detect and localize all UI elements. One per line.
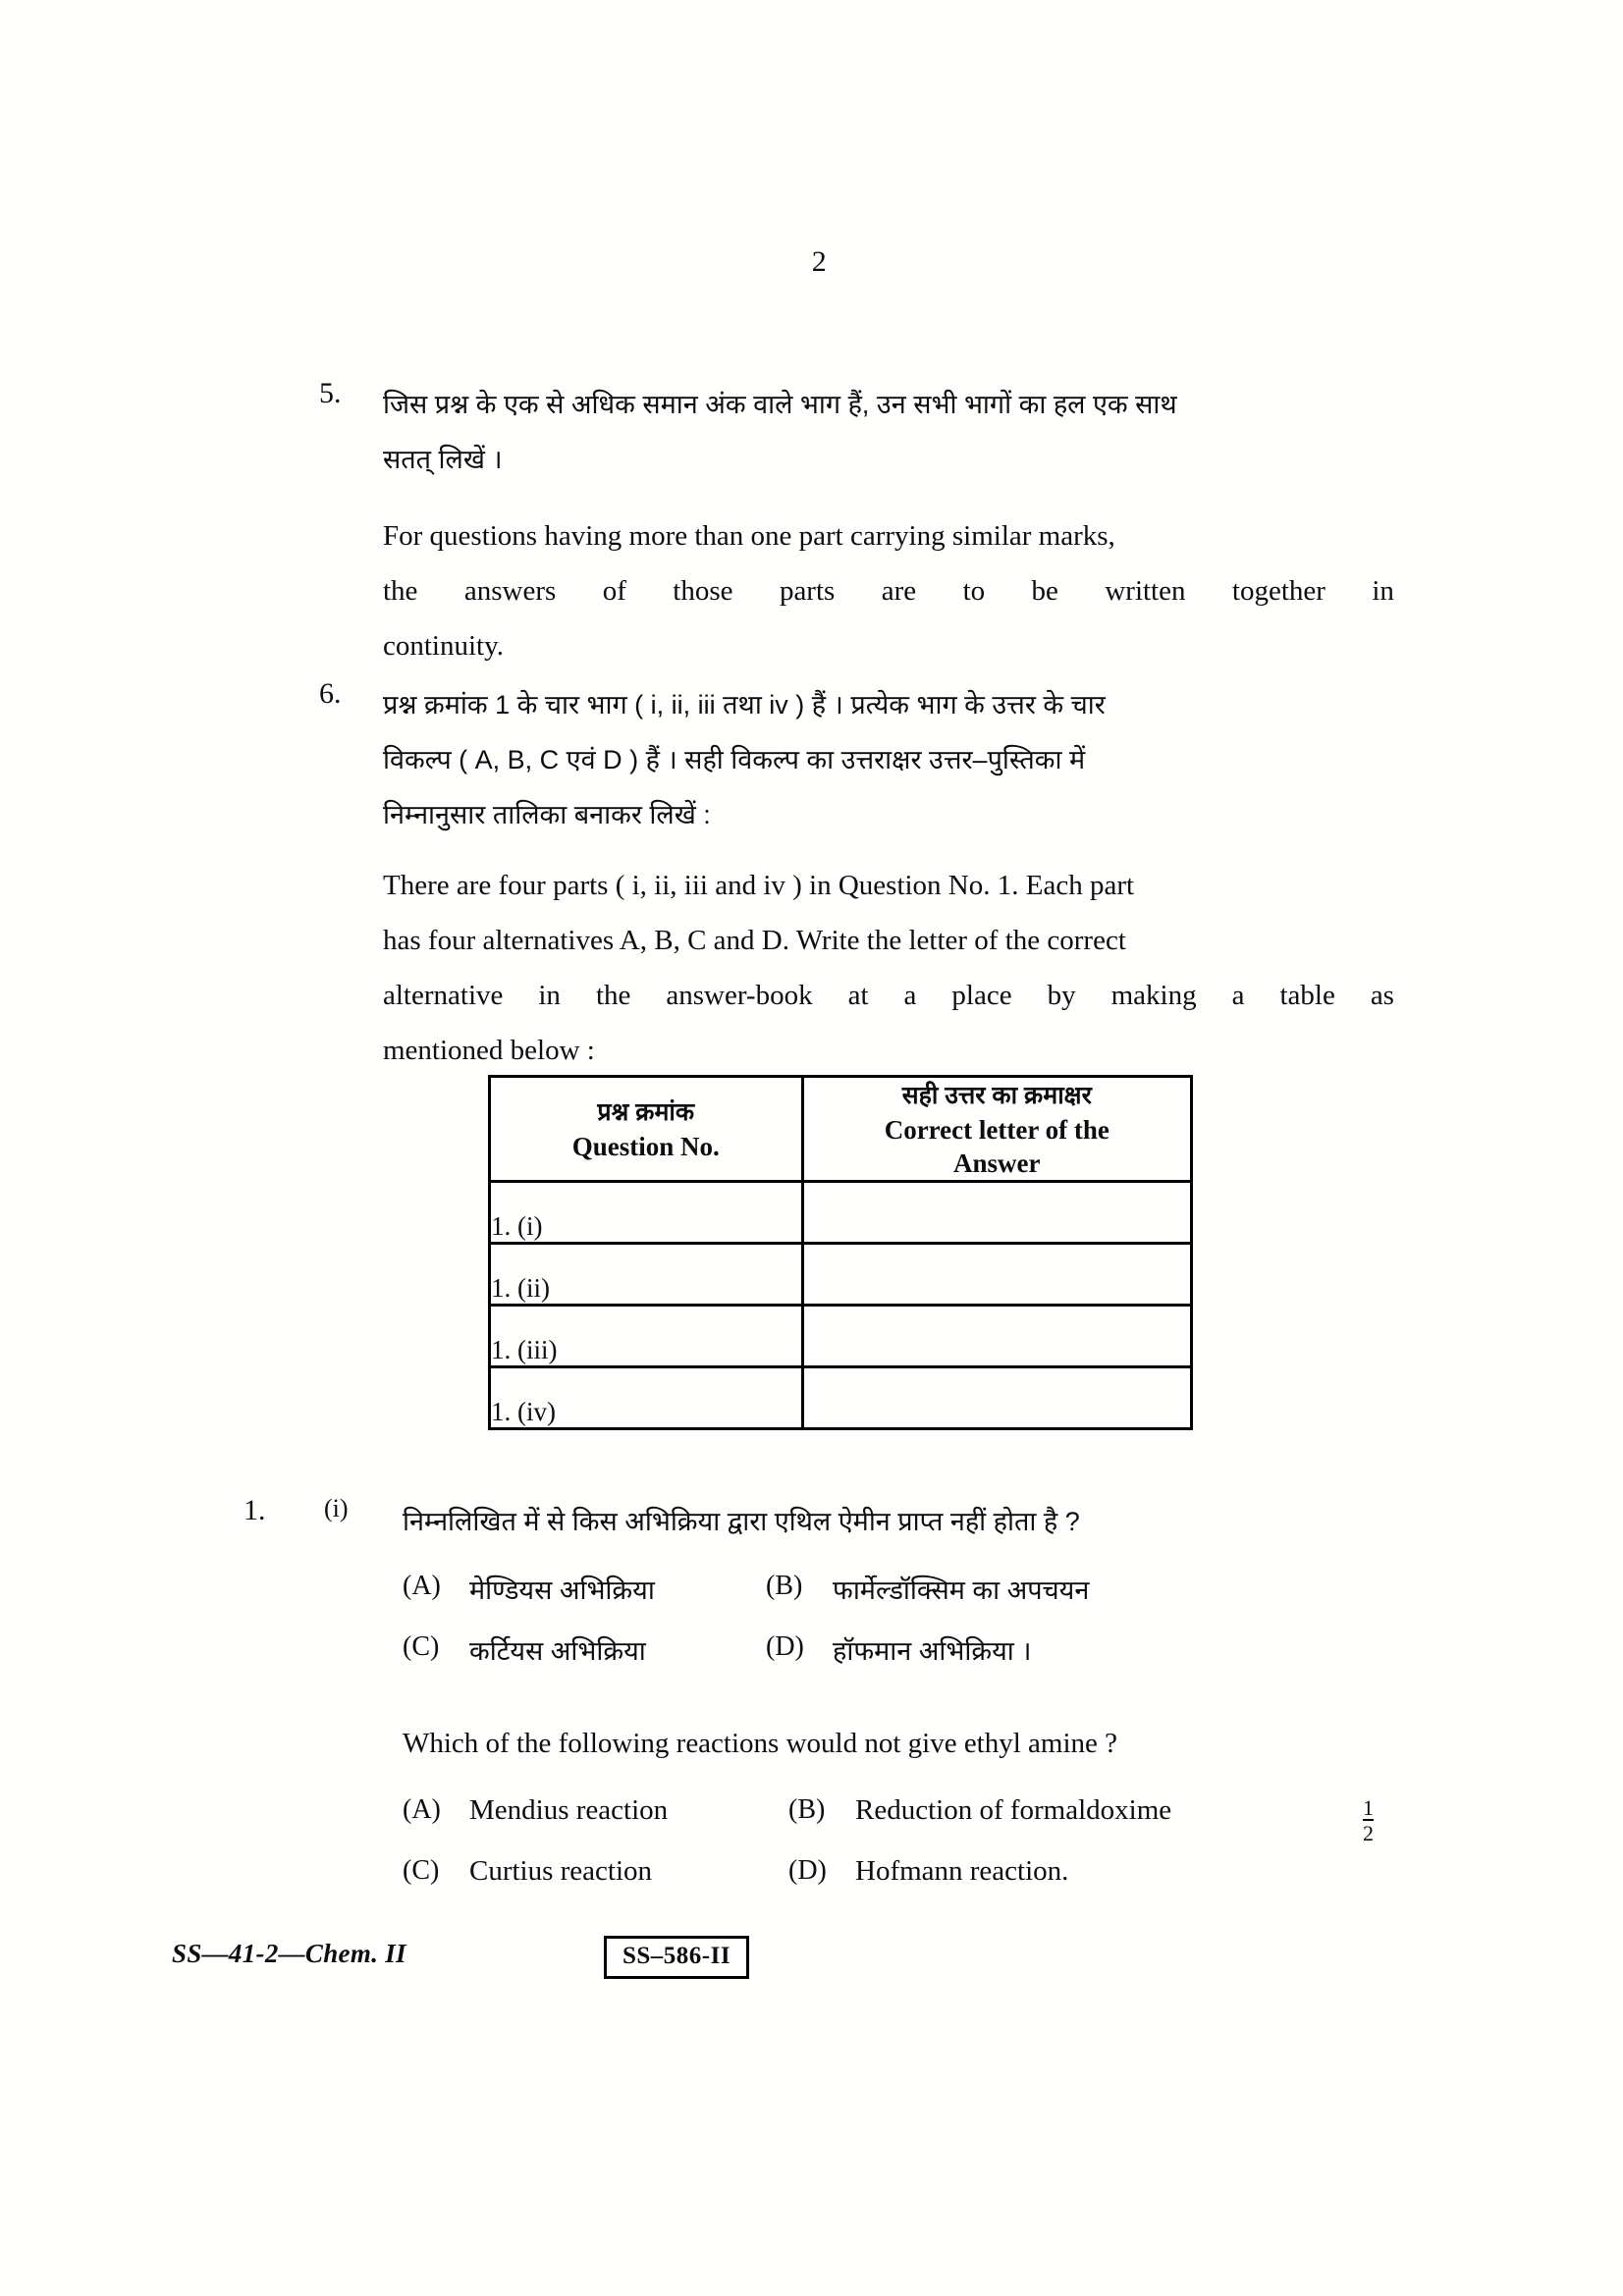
- english-option-c-text: Curtius reaction: [469, 1855, 653, 1887]
- question-content: [403, 1494, 1394, 1916]
- header-cell-question-no: [490, 1077, 803, 1182]
- hindi-option-a-text: मेण्डियस अभिक्रिया: [469, 1575, 655, 1605]
- answer-format-table: [488, 1075, 1193, 1430]
- hindi-option-a[interactable]: [403, 1571, 655, 1607]
- english-option-b-text: Reduction of formaldoxime: [855, 1794, 1172, 1826]
- header-correct-letter-hindi: सही उत्तर का क्रमाक्षर: [901, 1082, 1092, 1109]
- instruction-6-hindi-line-2: विकल्प ( A, B, C एवं D ) हैं । सही विकल्प का उत्तराक्षर उत्तर–पुस्तिका में: [383, 745, 1086, 774]
- page-number: 2: [811, 245, 828, 278]
- question-stem-english: Which of the following reactions would not give ethyl amine ?: [403, 1728, 1118, 1759]
- instruction-block-6: [245, 677, 1424, 1078]
- english-option-c[interactable]: [403, 1855, 652, 1888]
- table-row: [490, 1306, 1192, 1367]
- hindi-option-row-1: [403, 1571, 1394, 1631]
- hindi-option-b[interactable]: [766, 1571, 1089, 1607]
- hindi-option-b-label: (B): [766, 1571, 803, 1601]
- hindi-option-d-label: (D): [766, 1631, 804, 1662]
- hindi-option-row-2: [403, 1631, 1394, 1692]
- table-row: [490, 1367, 1192, 1429]
- instruction-6-hindi-line-3: निम्नानुसार तालिका बनाकर लिखें :: [383, 800, 711, 829]
- instruction-block-5: [245, 377, 1424, 673]
- instruction-number-6: 6.: [319, 677, 342, 710]
- instruction-5-english-line-1: For questions having more than one part carrying similar marks,: [383, 520, 1115, 552]
- english-option-b[interactable]: [788, 1794, 1171, 1827]
- cell-answer-blank[interactable]: [802, 1367, 1191, 1429]
- english-option-a-text: Mendius reaction: [469, 1794, 669, 1826]
- table-row: [490, 1244, 1192, 1306]
- cell-answer-blank[interactable]: [802, 1182, 1191, 1244]
- english-option-row-2: [403, 1855, 1394, 1916]
- question-stem-hindi: निम्नलिखित में से किस अभिक्रिया द्वारा एथिल ऐमीन प्राप्त नहीं होता है ?: [403, 1507, 1080, 1536]
- english-option-d-label: (D): [788, 1855, 827, 1886]
- hindi-options-group: [403, 1571, 1394, 1692]
- hindi-option-c[interactable]: [403, 1631, 646, 1668]
- english-option-b-label: (B): [788, 1794, 826, 1825]
- cell-answer-blank[interactable]: [802, 1306, 1191, 1367]
- header-question-no-english: Question No.: [571, 1132, 720, 1161]
- hindi-option-d[interactable]: [766, 1631, 1032, 1668]
- english-option-d-text: Hofmann reaction.: [855, 1855, 1069, 1887]
- instruction-6-english-line-1: There are four parts ( i, ii, iii and iv ) in Question No. 1. Each part: [383, 870, 1135, 901]
- instruction-6-hindi-line-1: प्रश्न क्रमांक 1 के चार भाग ( i, ii, iii तथा iv ) हैं । प्रत्येक भाग के उत्तर के चार: [383, 690, 1106, 720]
- english-option-c-label: (C): [403, 1855, 440, 1886]
- footer-boxed-code: SS–586-II: [604, 1936, 749, 1979]
- footer-paper-code: SS—41-2—Chem. II: [172, 1939, 406, 1968]
- marks-fraction: [1363, 1796, 1374, 1844]
- hindi-option-c-label: (C): [403, 1631, 440, 1662]
- cell-question-no: 1. (i): [490, 1182, 803, 1244]
- instruction-6-english-line-2: has four alternatives A, B, C and D. Write the letter of the correct: [383, 925, 1126, 956]
- instruction-6-english-line-3: alternative in the answer-book at a place by making a table as: [383, 980, 1394, 1011]
- cell-question-no: 1. (ii): [490, 1244, 803, 1306]
- instruction-5-hindi-line-2: सतत् लिखें ।: [383, 445, 503, 474]
- header-question-no-hindi: प्रश्न क्रमांक: [597, 1098, 695, 1126]
- english-option-a[interactable]: [403, 1794, 668, 1827]
- english-option-d[interactable]: [788, 1855, 1068, 1888]
- instruction-5-hindi-line-1: जिस प्रश्न के एक से अधिक समान अंक वाले भाग हैं, उन सभी भागों का हल एक साथ: [383, 390, 1177, 419]
- question-part-label: (i): [324, 1494, 349, 1522]
- english-option-a-label: (A): [403, 1794, 441, 1825]
- hindi-option-b-text: फार्मेल्डॉक्सिम का अपचयन: [833, 1575, 1090, 1605]
- header-correct-letter-english-line-1: Correct letter of the: [884, 1115, 1109, 1145]
- header-correct-letter-english-line-2: Answer: [953, 1148, 1041, 1178]
- table-header-row: [490, 1077, 1192, 1182]
- english-option-row-1: [403, 1794, 1394, 1855]
- hindi-option-c-text: कर्टियस अभिक्रिया: [469, 1636, 646, 1666]
- cell-answer-blank[interactable]: [802, 1244, 1191, 1306]
- marks-numerator: 1: [1363, 1795, 1374, 1820]
- instruction-number-5: 5.: [319, 377, 342, 409]
- marks-denominator: 2: [1363, 1821, 1374, 1846]
- instruction-5-english-line-2: the answers of those parts are to be written together in: [383, 575, 1394, 607]
- instruction-6-english-line-4: mentioned below :: [383, 1035, 595, 1066]
- cell-question-no: 1. (iv): [490, 1367, 803, 1429]
- instruction-5-english-line-3: continuity.: [383, 630, 504, 662]
- english-options-group: [403, 1794, 1394, 1916]
- question-number: 1.: [243, 1494, 266, 1526]
- hindi-option-a-label: (A): [403, 1571, 441, 1601]
- header-cell-correct-letter: [802, 1077, 1191, 1182]
- cell-question-no: 1. (iii): [490, 1306, 803, 1367]
- table-row: [490, 1182, 1192, 1244]
- hindi-option-d-text: हॉफमान अभिक्रिया ।: [833, 1636, 1032, 1666]
